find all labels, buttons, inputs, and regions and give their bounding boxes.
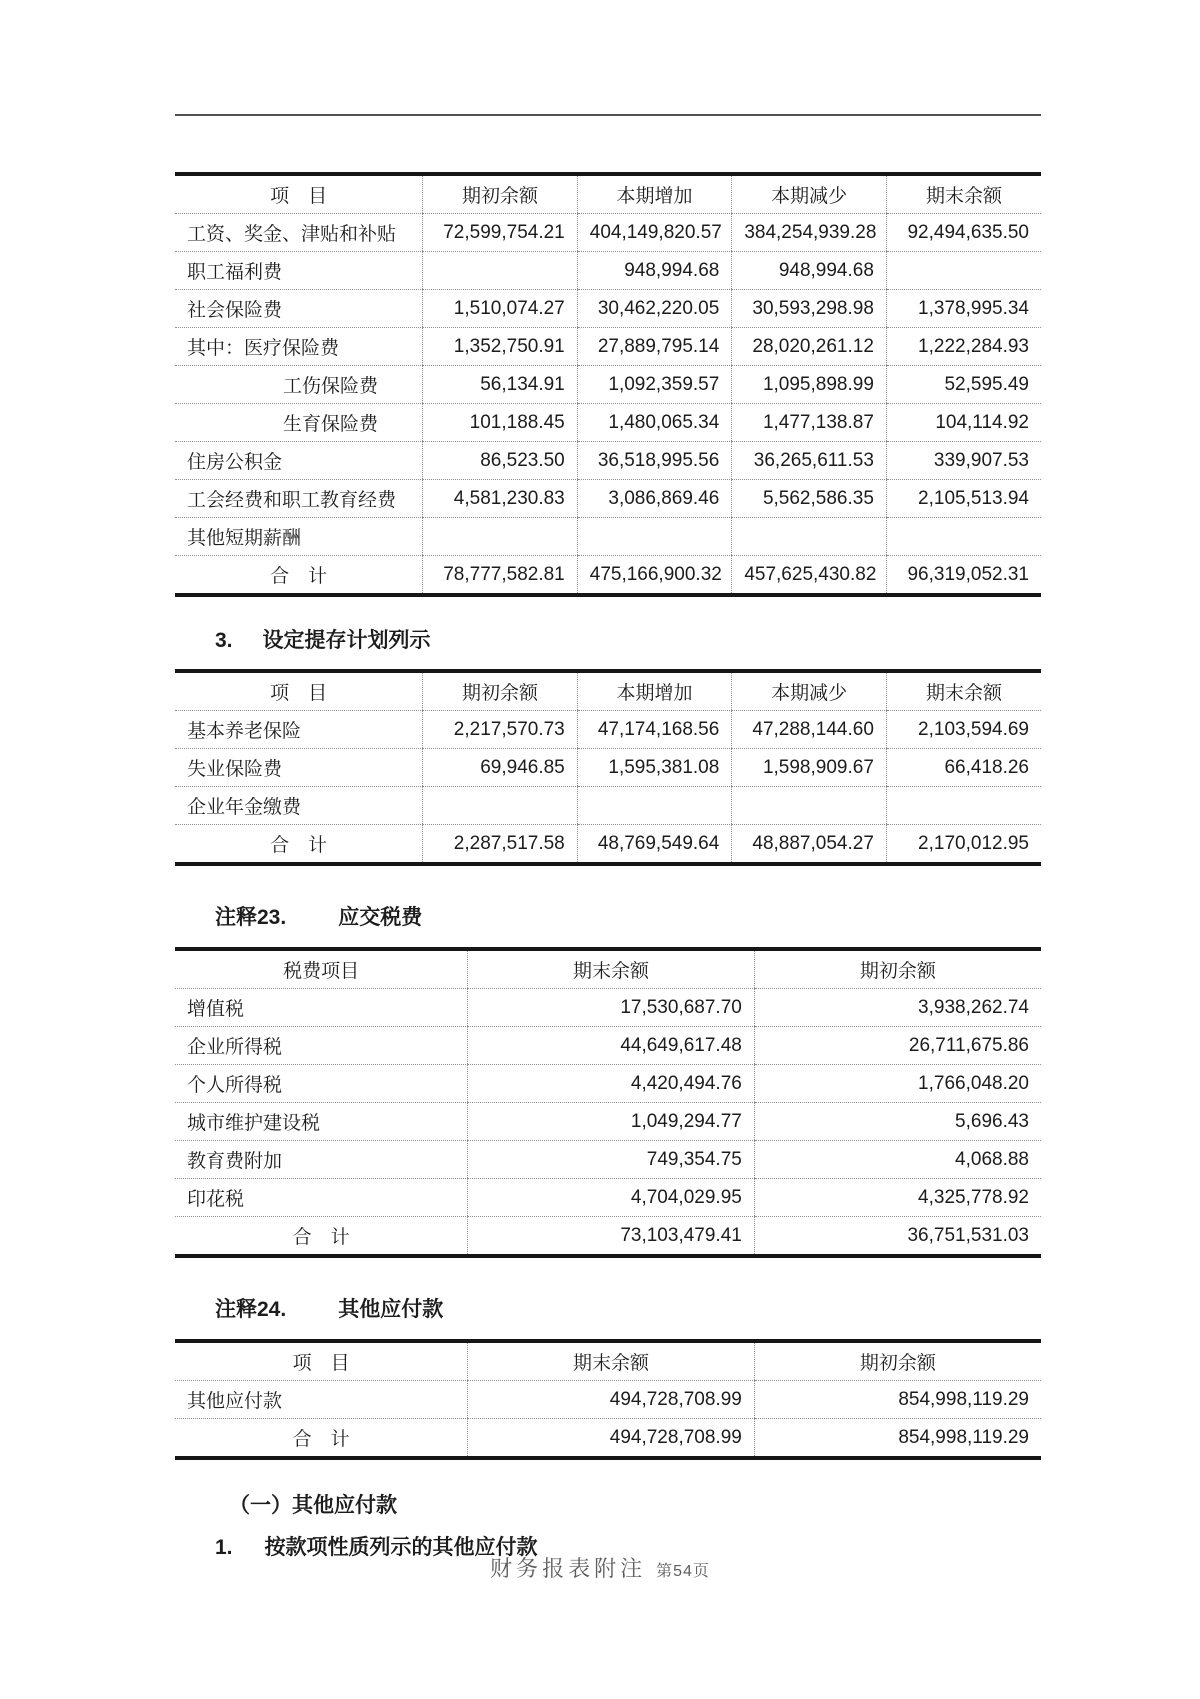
cell-value: 92,494,635.50 (886, 214, 1041, 252)
section-title: 设定提存计划列示 (262, 629, 431, 652)
cell-value: 1,352,750.91 (423, 328, 578, 366)
cell-value: 86,523.50 (423, 442, 578, 480)
cell-value: 66,418.26 (886, 749, 1041, 787)
column-header: 本期减少 (732, 174, 887, 214)
sub-heading-number: 1. (215, 1536, 233, 1559)
cell-value (886, 518, 1041, 556)
cell-value: 5,562,586.35 (732, 480, 887, 518)
cell-value (732, 787, 887, 825)
cell-value: 4,704,029.95 (468, 1179, 755, 1217)
row-label: 职工福利费 (175, 252, 423, 290)
column-header: 本期增加 (577, 174, 732, 214)
row-label: 个人所得税 (175, 1065, 468, 1103)
page-content (175, 0, 1041, 1562)
cell-value: 3,086,869.46 (577, 480, 732, 518)
row-label: 城市维护建设税 (175, 1103, 468, 1141)
section-number: 3. (215, 629, 233, 652)
row-label: 工会经费和职工教育经费 (175, 480, 423, 518)
cell-value (886, 787, 1041, 825)
row-label: 增值税 (175, 989, 468, 1027)
cell-value: 30,462,220.05 (577, 290, 732, 328)
cell-value: 56,134.91 (423, 366, 578, 404)
header-row (175, 671, 1041, 711)
column-header: 项 目 (175, 1341, 468, 1381)
cell-value: 2,103,594.69 (886, 711, 1041, 749)
table-row (175, 290, 1041, 328)
table-row (175, 480, 1041, 518)
cell-value: 1,510,074.27 (423, 290, 578, 328)
column-header: 期初余额 (423, 671, 578, 711)
footer-page-number: 第54页 (656, 1563, 710, 1580)
page-footer (0, 1552, 1200, 1583)
cell-value: 48,769,549.64 (577, 825, 732, 865)
row-label: 企业所得税 (175, 1027, 468, 1065)
row-label: 其中：医疗保险费 (175, 328, 423, 366)
cell-value: 47,174,168.56 (577, 711, 732, 749)
column-header: 期末余额 (886, 671, 1041, 711)
cell-value: 36,265,611.53 (732, 442, 887, 480)
cell-value: 494,728,708.99 (468, 1381, 755, 1419)
row-label: 工伤保险费 (175, 366, 423, 404)
cell-value: 1,092,359.57 (577, 366, 732, 404)
cell-value: 948,994.68 (732, 252, 887, 290)
table-row (175, 328, 1041, 366)
header-rule (175, 114, 1041, 116)
note-heading-24 (175, 1296, 1041, 1324)
column-header: 期末余额 (468, 949, 755, 989)
cell-value (423, 518, 578, 556)
cell-value: 404,149,820.57 (577, 214, 732, 252)
cell-value (886, 252, 1041, 290)
cell-value: 72,599,754.21 (423, 214, 578, 252)
cell-value: 854,998,119.29 (754, 1381, 1041, 1419)
cell-value: 5,696.43 (754, 1103, 1041, 1141)
row-label: 合 计 (270, 566, 328, 587)
total-row (175, 1419, 1041, 1459)
total-row (175, 556, 1041, 596)
remuneration-table (175, 172, 1041, 597)
cell-value: 4,581,230.83 (423, 480, 578, 518)
cell-value: 69,946.85 (423, 749, 578, 787)
other-payables-table (175, 1339, 1041, 1460)
column-header: 期末余额 (886, 174, 1041, 214)
sub-heading-other-payables: （一）其他应付款 (229, 1494, 397, 1517)
row-label: 其他应付款 (175, 1381, 468, 1419)
row-label: 工资、奖金、津贴和补贴 (175, 214, 423, 252)
cell-value: 1,049,294.77 (468, 1103, 755, 1141)
cell-value: 17,530,687.70 (468, 989, 755, 1027)
cell-value: 3,938,262.74 (754, 989, 1041, 1027)
table-row (175, 1103, 1041, 1141)
table-row (175, 404, 1041, 442)
column-header: 期初余额 (423, 174, 578, 214)
section-heading-defined-contribution (175, 627, 1041, 655)
cell-value: 1,095,898.99 (732, 366, 887, 404)
cell-value: 44,649,617.48 (468, 1027, 755, 1065)
cell-value: 2,170,012.95 (886, 825, 1041, 865)
table-row (175, 1179, 1041, 1217)
row-label: 教育费附加 (175, 1141, 468, 1179)
table-row (175, 749, 1041, 787)
note-heading-23 (175, 904, 1041, 932)
row-label: 合 计 (292, 1429, 350, 1450)
cell-value: 2,287,517.58 (423, 825, 578, 865)
cell-value (577, 518, 732, 556)
cell-value: 4,420,494.76 (468, 1065, 755, 1103)
cell-value: 48,887,054.27 (732, 825, 887, 865)
cell-value: 2,105,513.94 (886, 480, 1041, 518)
column-header: 期初余额 (754, 1341, 1041, 1381)
column-header: 本期减少 (732, 671, 887, 711)
table-row (175, 366, 1041, 404)
cell-value: 47,288,144.60 (732, 711, 887, 749)
cell-value (577, 787, 732, 825)
table-row (175, 1381, 1041, 1419)
cell-value: 1,222,284.93 (886, 328, 1041, 366)
cell-value: 78,777,582.81 (423, 556, 578, 596)
cell-value: 339,907.53 (886, 442, 1041, 480)
row-label: 其他短期薪酬 (175, 518, 423, 556)
cell-value: 36,518,995.56 (577, 442, 732, 480)
cell-value: 104,114.92 (886, 404, 1041, 442)
total-row (175, 825, 1041, 865)
row-label: 合 计 (270, 835, 328, 856)
row-label: 合 计 (292, 1227, 350, 1248)
row-label: 企业年金缴费 (175, 787, 423, 825)
cell-value: 52,595.49 (886, 366, 1041, 404)
cell-value: 1,480,065.34 (577, 404, 732, 442)
row-label: 住房公积金 (175, 442, 423, 480)
table-row (175, 711, 1041, 749)
cell-value: 96,319,052.31 (886, 556, 1041, 596)
header-row (175, 174, 1041, 214)
cell-value: 1,766,048.20 (754, 1065, 1041, 1103)
sub-heading-title: 按款项性质列示的其他应付款 (264, 1536, 538, 1559)
cell-value: 749,354.75 (468, 1141, 755, 1179)
cell-value: 1,378,995.34 (886, 290, 1041, 328)
cell-value: 28,020,261.12 (732, 328, 887, 366)
cell-value: 457,625,430.82 (732, 556, 887, 596)
taxes-payable-table (175, 947, 1041, 1258)
table-row (175, 442, 1041, 480)
cell-value: 101,188.45 (423, 404, 578, 442)
column-header: 本期增加 (577, 671, 732, 711)
column-header: 期初余额 (754, 949, 1041, 989)
cell-value: 384,254,939.28 (732, 214, 887, 252)
row-label: 基本养老保险 (175, 711, 423, 749)
cell-value: 475,166,900.32 (577, 556, 732, 596)
table-row (175, 518, 1041, 556)
cell-value: 1,595,381.08 (577, 749, 732, 787)
cell-value (732, 518, 887, 556)
table-row (175, 252, 1041, 290)
table-row (175, 989, 1041, 1027)
cell-value: 854,998,119.29 (754, 1419, 1041, 1459)
cell-value: 4,325,778.92 (754, 1179, 1041, 1217)
table-row (175, 1027, 1041, 1065)
header-row (175, 1341, 1041, 1381)
cell-value (423, 787, 578, 825)
note-title: 应交税费 (338, 906, 423, 929)
cell-value: 27,889,795.14 (577, 328, 732, 366)
note-number: 注释23. (215, 906, 287, 929)
cell-value: 4,068.88 (754, 1141, 1041, 1179)
cell-value: 2,217,570.73 (423, 711, 578, 749)
cell-value (423, 252, 578, 290)
table-row (175, 1065, 1041, 1103)
column-header: 税费项目 (175, 949, 468, 989)
table-row (175, 787, 1041, 825)
row-label: 失业保险费 (175, 749, 423, 787)
defined-contribution-table (175, 669, 1041, 866)
cell-value: 36,751,531.03 (754, 1217, 1041, 1257)
row-label: 社会保险费 (175, 290, 423, 328)
cell-value: 494,728,708.99 (468, 1419, 755, 1459)
cell-value: 1,477,138.87 (732, 404, 887, 442)
cell-value: 948,994.68 (577, 252, 732, 290)
table-row (175, 1141, 1041, 1179)
cell-value: 30,593,298.98 (732, 290, 887, 328)
header-row (175, 949, 1041, 989)
table-row (175, 214, 1041, 252)
column-header: 项 目 (175, 174, 423, 214)
total-row (175, 1217, 1041, 1257)
cell-value: 26,711,675.86 (754, 1027, 1041, 1065)
row-label: 印花税 (175, 1179, 468, 1217)
cell-value: 73,103,479.41 (468, 1217, 755, 1257)
column-header: 项 目 (175, 671, 423, 711)
row-label: 生育保险费 (175, 404, 423, 442)
note-number: 注释24. (215, 1298, 287, 1321)
column-header: 期末余额 (468, 1341, 755, 1381)
note-title: 其他应付款 (338, 1298, 444, 1321)
footer-title: 财务报表附注 (490, 1556, 647, 1581)
cell-value: 1,598,909.67 (732, 749, 887, 787)
